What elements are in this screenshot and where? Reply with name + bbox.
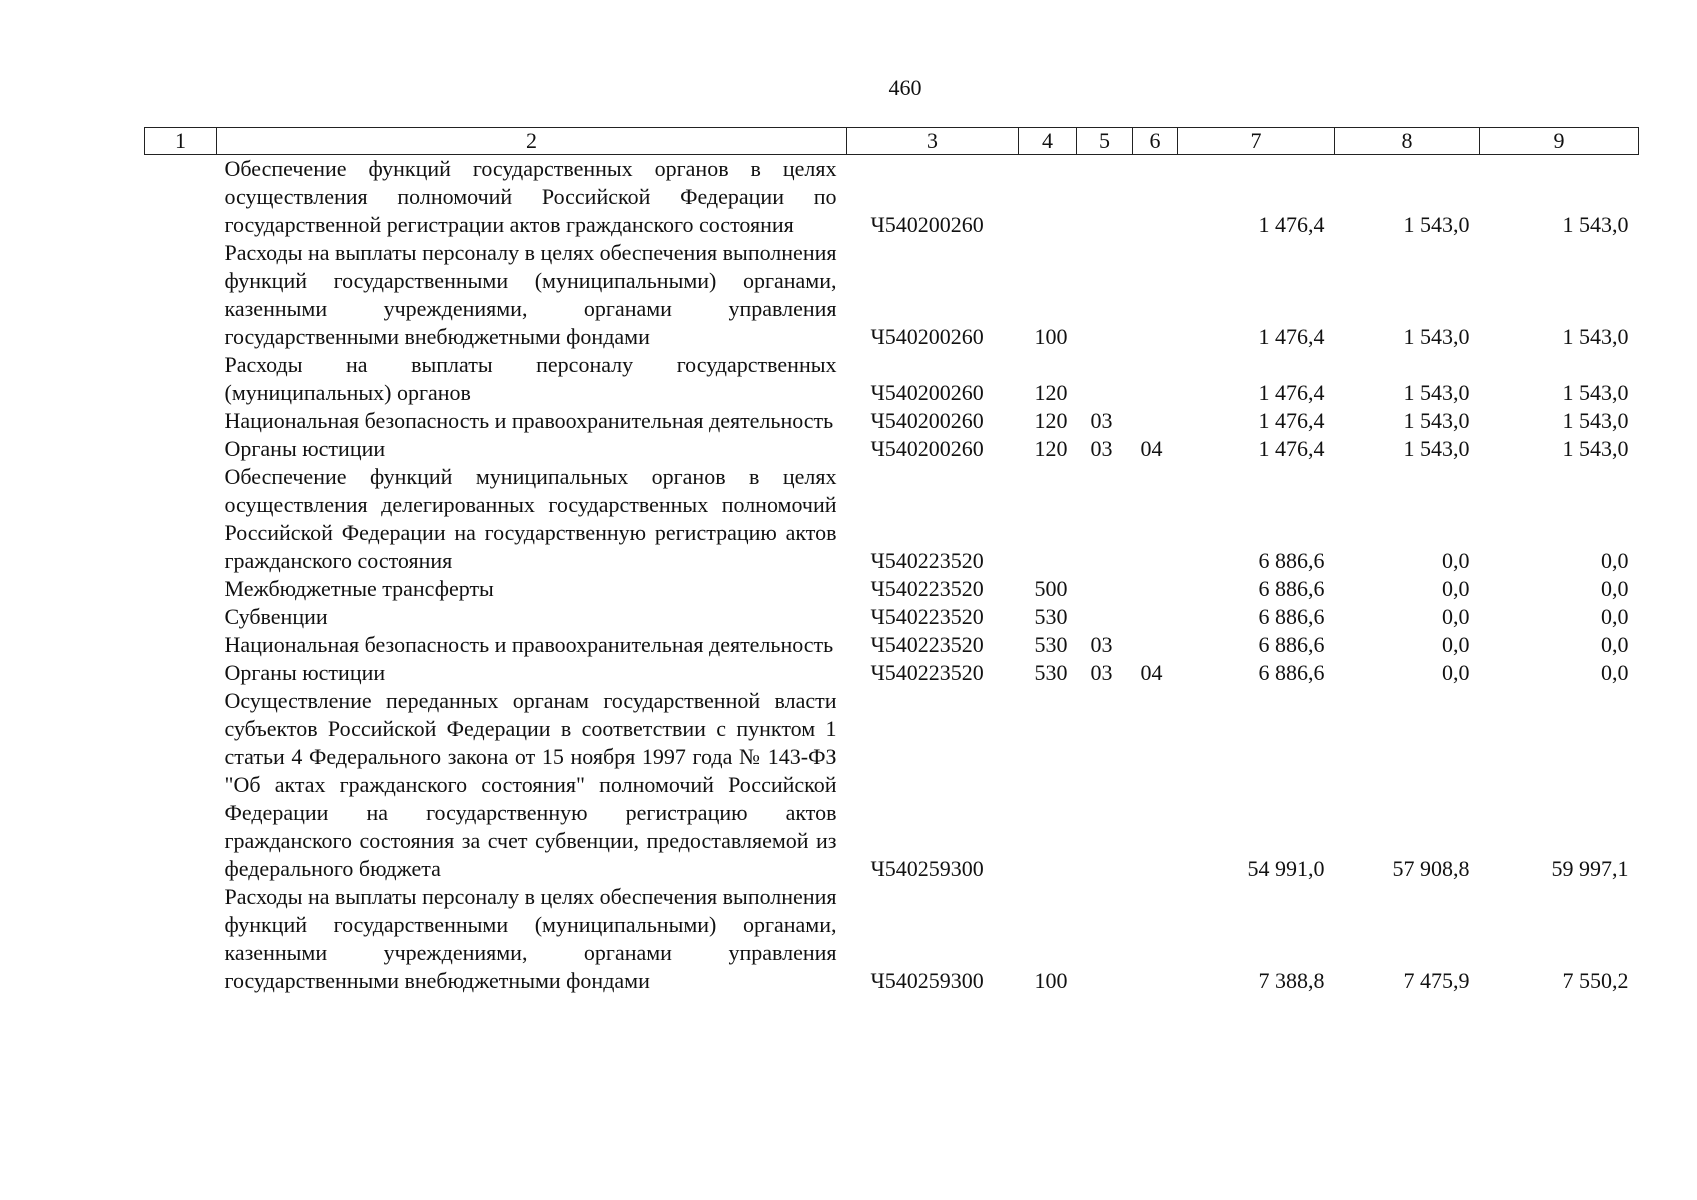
header-col-3: 3 <box>847 128 1019 155</box>
cell-amount-col-8: 1 543,0 <box>1403 212 1470 237</box>
cell-expense-type: 120 <box>1034 436 1068 461</box>
cell-name: Межбюджетные трансферты <box>224 576 494 601</box>
cell-section: 03 <box>1090 632 1113 657</box>
cell-col-1 <box>145 239 217 351</box>
cell-amount-col-8: 57 908,8 <box>1392 856 1470 881</box>
cell-amount-col-9: 0,0 <box>1601 660 1629 685</box>
cell-amount-col-8: 7 475,9 <box>1403 968 1470 993</box>
cell-expense-type: 500 <box>1034 576 1068 601</box>
cell-subsection <box>1133 239 1178 351</box>
cell-expense-type: 120 <box>1034 408 1068 433</box>
table-row <box>145 687 1639 883</box>
cell-target-code: Ч540223520 <box>870 604 984 629</box>
cell-target-code: Ч540223520 <box>870 660 984 685</box>
cell-name: Расходы на выплаты персоналу государственных (муниципальных) органов <box>224 352 837 405</box>
table-row <box>145 631 1639 659</box>
table-row <box>145 575 1639 603</box>
table-row <box>145 351 1639 407</box>
cell-col-1 <box>145 463 217 575</box>
table-row <box>145 463 1639 575</box>
cell-expense-type: 530 <box>1034 604 1068 629</box>
cell-amount-col-7: 7 388,8 <box>1258 968 1325 993</box>
cell-section <box>1077 463 1133 575</box>
header-col-8: 8 <box>1335 128 1480 155</box>
cell-amount-col-9: 59 997,1 <box>1551 856 1629 881</box>
cell-expense-type: 100 <box>1034 324 1068 349</box>
cell-expense-type: 100 <box>1034 968 1068 993</box>
cell-amount-col-7: 1 476,4 <box>1258 380 1325 405</box>
cell-name: Национальная безопасность и правоохранительная деятельность <box>224 632 834 657</box>
cell-name: Органы юстиции <box>224 660 386 685</box>
cell-subsection <box>1133 407 1178 435</box>
cell-amount-col-8: 1 543,0 <box>1403 436 1470 461</box>
cell-amount-col-8: 1 543,0 <box>1403 324 1470 349</box>
cell-amount-col-8: 0,0 <box>1442 576 1470 601</box>
cell-subsection <box>1133 155 1178 240</box>
cell-amount-col-9: 0,0 <box>1601 548 1629 573</box>
cell-amount-col-9: 0,0 <box>1601 576 1629 601</box>
cell-target-code: Ч540200260 <box>870 212 984 237</box>
cell-section <box>1077 239 1133 351</box>
cell-subsection: 04 <box>1140 660 1163 685</box>
cell-amount-col-9: 1 543,0 <box>1562 212 1629 237</box>
table-body <box>145 155 1639 996</box>
cell-amount-col-7: 54 991,0 <box>1247 856 1325 881</box>
table-row <box>145 155 1639 240</box>
cell-name: Обеспечение функций муниципальных органов в целях осуществления делегированных государственных полномочий Российской Федерации на государственную регистрацию актов гражданского состояния <box>224 464 837 573</box>
cell-subsection <box>1133 463 1178 575</box>
cell-col-1 <box>145 883 217 995</box>
cell-section: 03 <box>1090 660 1113 685</box>
cell-amount-col-8: 0,0 <box>1442 660 1470 685</box>
cell-section <box>1077 575 1133 603</box>
cell-subsection <box>1133 883 1178 995</box>
cell-expense-type <box>1019 687 1077 883</box>
cell-target-code: Ч540223520 <box>870 548 984 573</box>
cell-target-code: Ч540200260 <box>870 408 984 433</box>
cell-amount-col-7: 1 476,4 <box>1258 324 1325 349</box>
cell-amount-col-7: 6 886,6 <box>1258 660 1325 685</box>
cell-name: Органы юстиции <box>224 436 386 461</box>
cell-expense-type: 120 <box>1034 380 1068 405</box>
cell-target-code: Ч540259300 <box>870 856 984 881</box>
budget-table <box>144 127 1639 995</box>
cell-amount-col-7: 1 476,4 <box>1258 212 1325 237</box>
cell-subsection: 04 <box>1140 436 1163 461</box>
cell-name: Осуществление переданных органам государственной власти субъектов Российской Федерации в соответствии с пунктом 1 статьи 4 Федерального закона от 15 ноября 1997 года № 143-ФЗ "Об актах гражданского состояния" полномочий Российской Федерации на государственную регистрацию актов гражданского состояния за счет субвенции, предоставляемой из федерального бюджета <box>224 688 837 881</box>
cell-name: Обеспечение функций государственных органов в целях осуществления полномочий Российской Федерации по государственной регистрации актов гражданского состояния <box>224 156 837 237</box>
cell-subsection <box>1133 351 1178 407</box>
cell-section: 03 <box>1090 436 1113 461</box>
cell-section <box>1077 883 1133 995</box>
cell-section: 03 <box>1090 408 1113 433</box>
cell-name: Национальная безопасность и правоохранительная деятельность <box>224 408 834 433</box>
cell-subsection <box>1133 631 1178 659</box>
page-number: 460 <box>888 75 922 100</box>
header-col-1: 1 <box>145 128 217 155</box>
cell-amount-col-7: 6 886,6 <box>1258 548 1325 573</box>
cell-col-1 <box>145 407 217 435</box>
cell-section <box>1077 351 1133 407</box>
table-row <box>145 407 1639 435</box>
header-col-5: 5 <box>1077 128 1133 155</box>
cell-expense-type: 530 <box>1034 660 1068 685</box>
cell-subsection <box>1133 575 1178 603</box>
cell-section <box>1077 155 1133 240</box>
cell-col-1 <box>145 687 217 883</box>
cell-target-code: Ч540200260 <box>870 380 984 405</box>
cell-target-code: Ч540259300 <box>870 968 984 993</box>
cell-expense-type <box>1019 463 1077 575</box>
cell-target-code: Ч540223520 <box>870 576 984 601</box>
cell-col-1 <box>145 575 217 603</box>
cell-amount-col-9: 0,0 <box>1601 632 1629 657</box>
header-col-4: 4 <box>1019 128 1077 155</box>
cell-amount-col-8: 0,0 <box>1442 632 1470 657</box>
table-header <box>145 128 1639 155</box>
table-row <box>145 659 1639 687</box>
cell-target-code: Ч540223520 <box>870 632 984 657</box>
cell-expense-type: 530 <box>1034 632 1068 657</box>
cell-target-code: Ч540200260 <box>870 436 984 461</box>
cell-amount-col-7: 6 886,6 <box>1258 632 1325 657</box>
cell-section <box>1077 603 1133 631</box>
header-col-9: 9 <box>1480 128 1639 155</box>
cell-amount-col-7: 6 886,6 <box>1258 576 1325 601</box>
table-row <box>145 883 1639 995</box>
cell-name: Расходы на выплаты персоналу в целях обеспечения выполнения функций государственными (муниципальными) органами, казенными учреждениями, органами управления государственными внебюджетными фондами <box>224 884 837 993</box>
table-row <box>145 435 1639 463</box>
cell-col-1 <box>145 155 217 240</box>
cell-amount-col-7: 1 476,4 <box>1258 436 1325 461</box>
cell-amount-col-9: 0,0 <box>1601 604 1629 629</box>
cell-amount-col-8: 1 543,0 <box>1403 380 1470 405</box>
cell-expense-type <box>1019 155 1077 240</box>
cell-amount-col-9: 1 543,0 <box>1562 324 1629 349</box>
table-row <box>145 603 1639 631</box>
cell-name: Расходы на выплаты персоналу в целях обеспечения выполнения функций государственными (муниципальными) органами, казенными учреждениями, органами управления государственными внебюджетными фондами <box>224 240 837 349</box>
cell-col-1 <box>145 659 217 687</box>
cell-amount-col-9: 7 550,2 <box>1562 968 1629 993</box>
cell-amount-col-8: 0,0 <box>1442 548 1470 573</box>
cell-name: Субвенции <box>224 604 328 629</box>
cell-amount-col-9: 1 543,0 <box>1562 408 1629 433</box>
cell-amount-col-7: 1 476,4 <box>1258 408 1325 433</box>
cell-col-1 <box>145 351 217 407</box>
header-col-2: 2 <box>217 128 847 155</box>
cell-subsection <box>1133 687 1178 883</box>
cell-amount-col-7: 6 886,6 <box>1258 604 1325 629</box>
cell-subsection <box>1133 603 1178 631</box>
cell-section <box>1077 687 1133 883</box>
cell-col-1 <box>145 435 217 463</box>
cell-amount-col-9: 1 543,0 <box>1562 436 1629 461</box>
cell-amount-col-8: 1 543,0 <box>1403 408 1470 433</box>
cell-target-code: Ч540200260 <box>870 324 984 349</box>
table-row <box>145 239 1639 351</box>
cell-amount-col-9: 1 543,0 <box>1562 380 1629 405</box>
cell-col-1 <box>145 631 217 659</box>
cell-amount-col-8: 0,0 <box>1442 604 1470 629</box>
cell-col-1 <box>145 603 217 631</box>
header-row <box>145 128 1639 155</box>
header-col-7: 7 <box>1178 128 1335 155</box>
header-col-6: 6 <box>1133 128 1178 155</box>
